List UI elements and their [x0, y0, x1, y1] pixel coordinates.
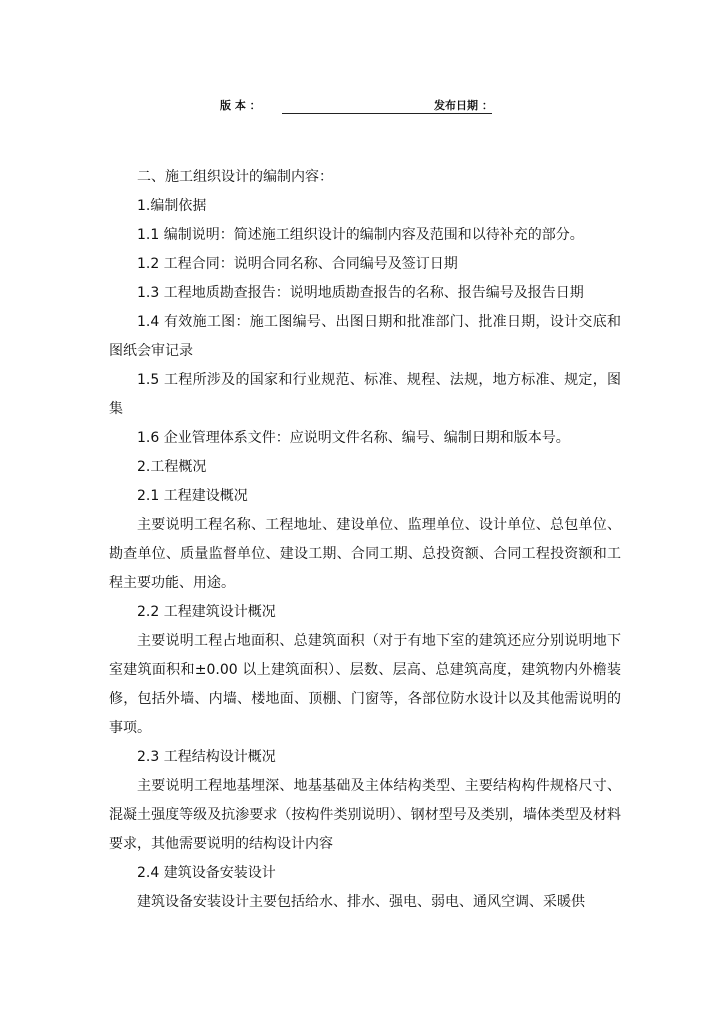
paragraph: 主要说明工程占地面积、总建筑面积（对于有地下室的建筑还应分别说明地下室建筑面积和±0.00 以上建筑面积）、层数、层高、总建筑高度，建筑物内外檐装修，包括外墙、内墙、楼地面、顶棚、门窗等，各部位防水设计以及其他需说明的事项。: [109, 633, 621, 736]
paragraph: 主要说明工程地基埋深、地基基础及主体结构类型、主要结构构件规格尺寸、混凝土强度等级及抗渗要求（按构件类别说明）、钢材型号及类别，墙体类型及材料要求，其他需要说明的结构设计内容: [109, 778, 621, 852]
paragraph: 1.3 工程地质勘查报告：说明地质勘查报告的名称、报告编号及报告日期: [137, 285, 584, 301]
version-label: 版 本 ：: [220, 99, 261, 112]
subsection-heading: 2.工程概况: [137, 459, 207, 475]
paragraph: 建筑设备安装设计主要包括给水、排水、强电、弱电、通风空调、采暖供: [137, 894, 585, 910]
document-body: [109, 163, 621, 917]
paragraph: 1.5 工程所涉及的国家和行业规范、标准、规程、法规，地方标准、规定，图集: [109, 372, 621, 417]
paragraph: 1.6 企业管理体系文件：应说明文件名称、编号、编制日期和版本号。: [137, 430, 570, 446]
paragraph: 1.2 工程合同：说明合同名称、合同编号及签订日期: [137, 256, 458, 272]
paragraph: 主要说明工程名称、工程地址、建设单位、监理单位、设计单位、总包单位、勘查单位、质量监督单位、建设工期、合同工期、总投资额、合同工程投资额和工程主要功能、用途。: [109, 517, 621, 591]
subsection-heading: 1.编制依据: [137, 198, 207, 214]
document-header: [220, 98, 520, 116]
section-heading: 二、施工组织设计的编制内容：: [137, 169, 333, 185]
subsection-heading: 2.3 工程结构设计概况: [137, 749, 276, 765]
publish-date-label: 发布日期 ：: [434, 99, 493, 112]
paragraph: 1.4 有效施工图：施工图编号、出图日期和批准部门、批准日期，设计交底和图纸会审记录: [109, 314, 621, 359]
paragraph: 1.1 编制说明：简述施工组织设计的编制内容及范围和以待补充的部分。: [137, 227, 584, 243]
subsection-heading: 2.2 工程建筑设计概况: [137, 604, 276, 620]
subsection-heading: 2.4 建筑设备安装设计: [137, 865, 276, 881]
subsection-heading: 2.1 工程建设概况: [137, 488, 248, 504]
